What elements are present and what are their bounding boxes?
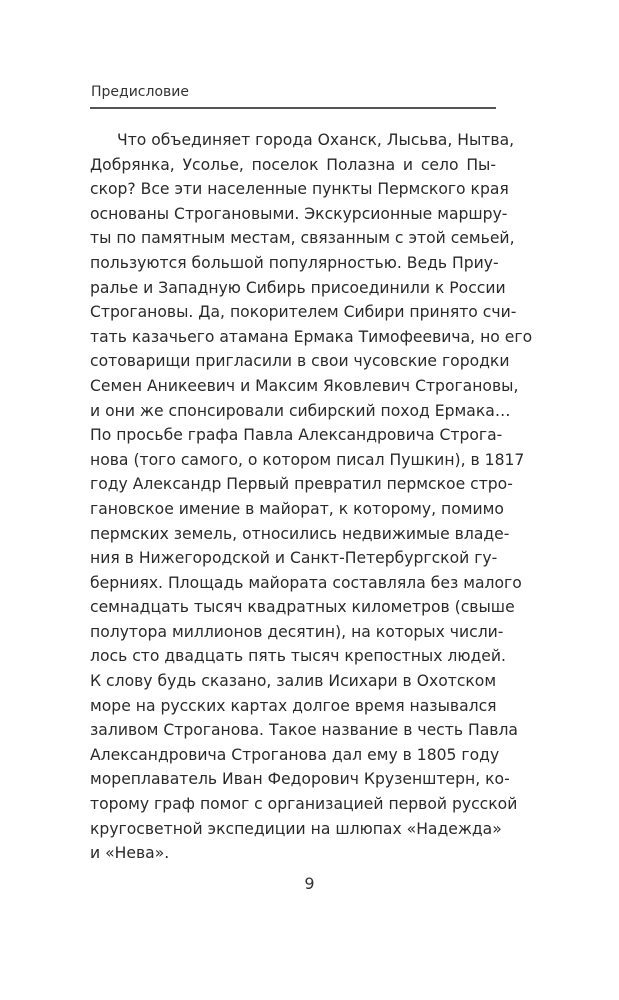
text-line: семнадцать тысяч квадратных километров (свыше <box>90 598 515 617</box>
text-line: По просьбе графа Павла Александровича Строга- <box>90 426 503 445</box>
text-line: мореплаватель Иван Федорович Крузенштерн, ко- <box>90 770 510 789</box>
page-number: 9 <box>304 874 315 893</box>
text-line: пермских земель, относились недвижимые владе- <box>90 524 510 543</box>
text-line: полутора миллионов десятин), на которых числи- <box>90 622 504 641</box>
text-line: ты по памятным местам, связанным с этой семьей, <box>90 229 515 248</box>
text-line: ния в Нижегородской и Санкт-Петербургской гу- <box>90 549 498 568</box>
text-line: Строгановы. Да, покорителем Сибири принято счи- <box>90 303 517 322</box>
text-line: пользуются большой популярностью. Ведь Приу- <box>90 253 499 272</box>
text-line: тать казачьего атамана Ермака Тимофеевича, но его <box>90 327 533 346</box>
text-line: и «Нева». <box>90 844 170 863</box>
text-line: нова (того самого, о котором писал Пушкин), в 1817 <box>90 450 525 469</box>
text-line: году Александр Первый превратил пермское стро- <box>90 475 513 494</box>
text-line: Добрянка, Усолье, поселок Полазна и село Пы- <box>90 155 496 174</box>
header-divider <box>90 107 496 109</box>
text-line: море на русских картах долгое время назывался <box>90 696 497 715</box>
text-line: торому граф помог с организацией первой русской <box>90 795 518 814</box>
text-line: ралье и Западную Сибирь присоединили к России <box>90 278 506 297</box>
text-line: Семен Аникеевич и Максим Яковлевич Строгановы, <box>90 376 519 395</box>
text-line: К слову будь сказано, залив Исихари в Охотском <box>90 672 497 691</box>
text-line: гановское имение в майорат, к которому, помимо <box>90 499 504 518</box>
text-line: лось сто двадцать пять тысяч крепостных людей. <box>90 647 506 666</box>
text-line: основаны Строгановыми. Экскурсионные маршру- <box>90 204 508 223</box>
text-line: Что объединяет города Оханск, Лысьва, Нытва, <box>117 131 515 149</box>
text-line: заливом Строганова. Такое название в честь Павла <box>90 721 518 740</box>
running-header: Предисловие <box>91 84 189 100</box>
body-text <box>90 128 533 866</box>
text-line: кругосветной экспедиции на шлюпах «Надежда» <box>90 819 502 838</box>
text-line: сотоварищи пригласили в свои чусовские городки <box>90 352 510 371</box>
text-line: скор? Все эти населенные пункты Пермского края <box>90 180 509 199</box>
text-line: берниях. Площадь майората составляла без малого <box>90 573 522 592</box>
text-line: и они же спонсировали сибирский поход Ермака… <box>90 401 511 420</box>
text-line: Александровича Строганова дал ему в 1805 году <box>90 745 500 764</box>
